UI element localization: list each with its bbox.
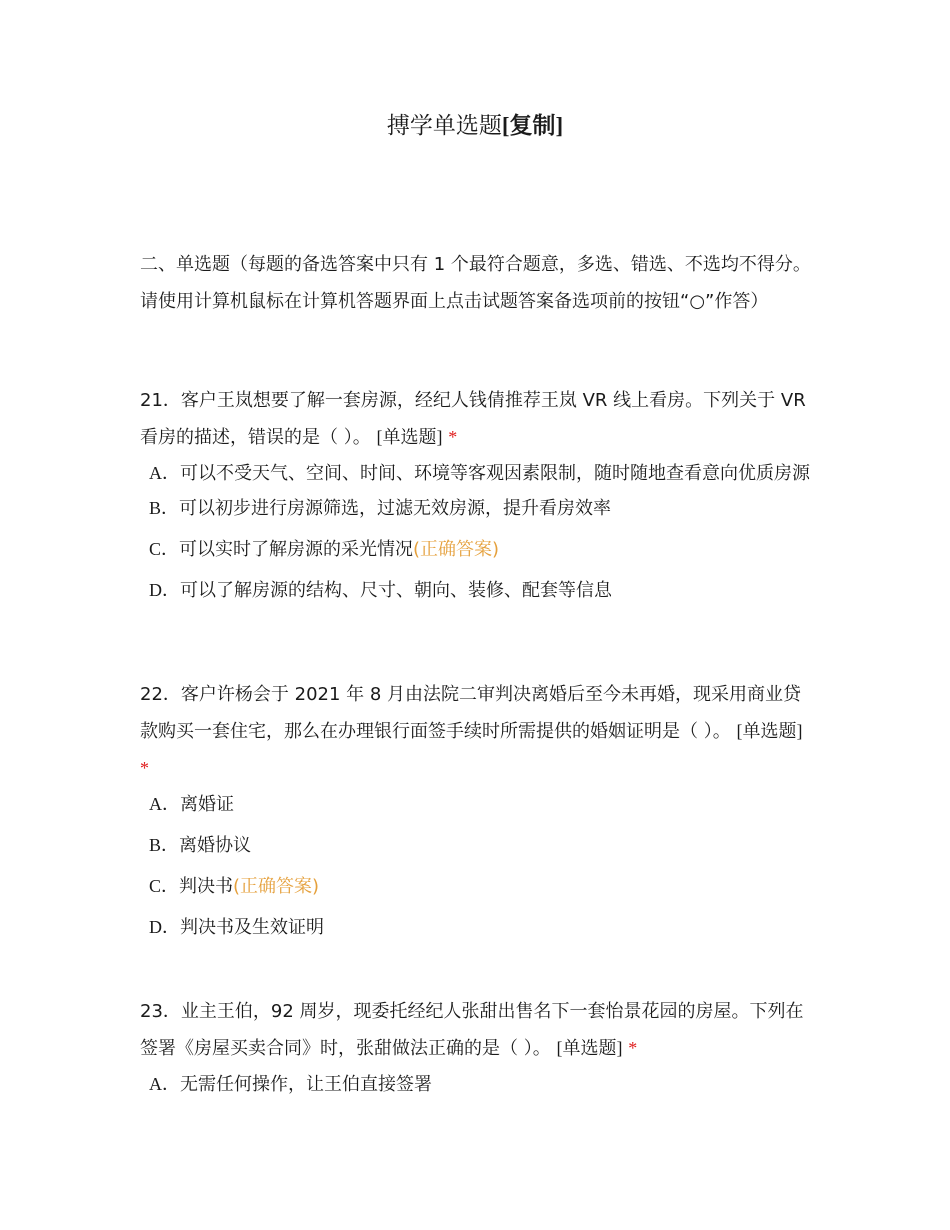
option-letter: D． — [149, 580, 180, 600]
option-text: 可以不受天气、空间、时间、环境等客观因素限制，随时随地查看意向优质房源 — [180, 463, 810, 484]
option-letter: C． — [149, 539, 180, 559]
option-list — [149, 793, 812, 939]
option-b[interactable] — [149, 497, 812, 520]
option-d[interactable] — [149, 916, 812, 939]
question-type-tag: [单选题] — [736, 721, 803, 741]
option-letter: A． — [149, 794, 180, 814]
option-text: 判决书及生效证明 — [180, 917, 324, 938]
option-letter: A． — [149, 463, 180, 483]
question-stem: 23．业主王伯，92 周岁，现委托经纪人张甜出售名下一套怡景花园的房屋。下列在签署《房屋买卖合同》时，张甜做法正确的是（ ）。 — [140, 1001, 804, 1059]
option-c[interactable] — [149, 538, 812, 561]
required-mark: * — [140, 758, 149, 778]
option-a[interactable] — [149, 793, 812, 816]
question-text — [140, 676, 812, 787]
option-b[interactable] — [149, 834, 812, 857]
option-letter: C． — [149, 876, 180, 896]
question-stem: 22．客户许杨会于 2021 年 8 月由法院二审判决离婚后至今未再婚，现采用商业贷款购买一套住宅，那么在办理银行面签手续时所需提供的婚姻证明是（ ）。 — [140, 684, 802, 742]
option-a[interactable] — [149, 1073, 812, 1096]
title-suffix: [复制] — [501, 113, 564, 138]
option-list — [149, 462, 812, 602]
question-stem: 21．客户王岚想要了解一套房源，经纪人钱倩推荐王岚 VR 线上看房。下列关于 VR 看房的描述，错误的是（ ）。 — [140, 390, 806, 448]
option-d[interactable] — [149, 579, 812, 602]
question-23 — [140, 993, 812, 1114]
question-text — [140, 993, 812, 1067]
option-letter: D． — [149, 917, 180, 937]
correct-answer-label: (正确答案) — [233, 876, 320, 897]
section-intro: 二、单选题（每题的备选答案中只有 1 个最符合题意，多选、错选、不选均不得分。请使用计算机鼠标在计算机答题界面上点击试题答案备选项前的按钮“○”作答） — [140, 254, 811, 312]
option-letter: B． — [149, 835, 180, 855]
option-c[interactable] — [149, 875, 812, 898]
option-text: 可以了解房源的结构、尺寸、朝向、装修、配套等信息 — [180, 580, 612, 601]
option-letter: B． — [149, 498, 180, 518]
document-title — [0, 110, 950, 142]
question-type-tag: [单选题] — [556, 1038, 623, 1058]
option-text: 可以实时了解房源的采光情况 — [179, 539, 414, 560]
question-22 — [140, 676, 812, 957]
required-mark: * — [448, 427, 458, 447]
content-body — [140, 246, 812, 1095]
option-text: 可以初步进行房源筛选，过滤无效房源，提升看房效率 — [179, 498, 612, 519]
title-text: 搏学单选题 — [386, 113, 502, 138]
option-list — [149, 1073, 812, 1096]
question-type-tag: [单选题] — [376, 427, 443, 447]
option-letter: A． — [149, 1074, 180, 1094]
question-text — [140, 382, 812, 456]
question-21 — [140, 382, 812, 620]
option-text: 离婚协议 — [179, 835, 252, 856]
required-mark: * — [628, 1038, 638, 1058]
option-text: 判决书 — [179, 876, 234, 897]
correct-answer-label: (正确答案) — [413, 539, 500, 560]
option-text: 无需任何操作，让王伯直接签署 — [180, 1074, 432, 1095]
option-a[interactable] — [149, 462, 812, 485]
option-text: 离婚证 — [180, 794, 234, 815]
